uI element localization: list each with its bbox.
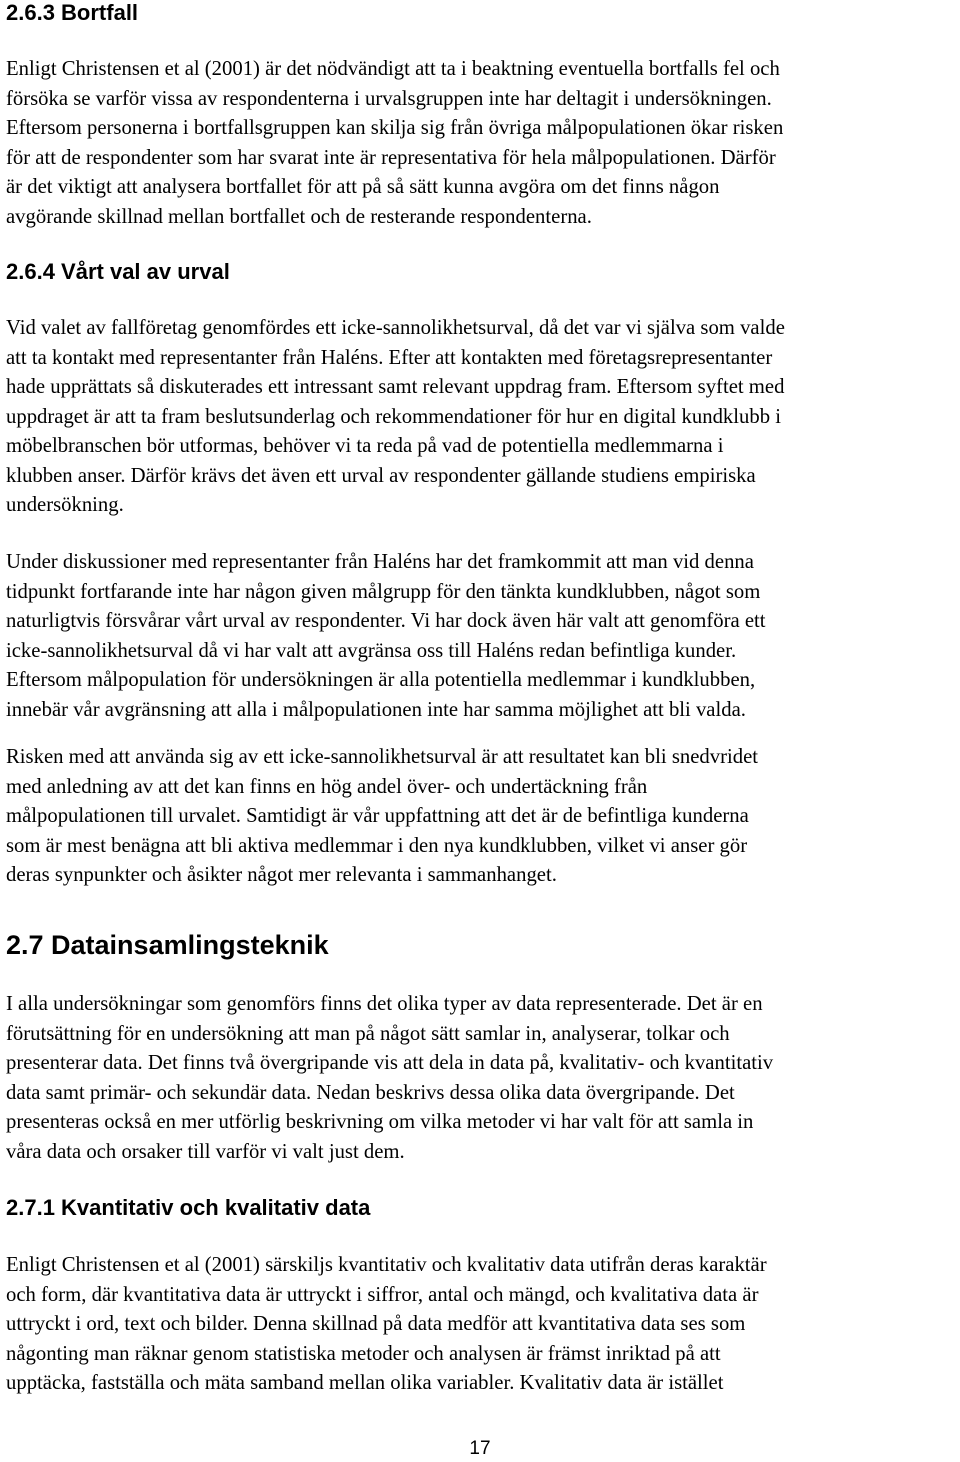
paragraph-kvantitativ-kvalitativ [6, 1251, 954, 1399]
text-line: med anledning av att det kan finns en hög andel över- och undertäckning från [6, 775, 648, 798]
heading-2-7: 2.7 Datainsamlingsteknik [6, 930, 329, 960]
paragraph-val-av-urval-3 [6, 743, 954, 891]
text-line: presenteras också en mer utförlig beskrivning om vilka metoder vi har valt för att samla in [6, 1111, 754, 1133]
page-number: 17 [469, 1438, 491, 1459]
text-line: Eftersom personerna i bortfallsgruppen kan skilja sig från övriga målpopulationen ökar risken [6, 117, 784, 139]
text-line: innebär vår avgränsning att alla i målpopulationen inte har samma möjlighet att bli valda. [6, 698, 746, 721]
text-line: icke-sannolikhetsurval då vi har valt att avgränsa oss till Haléns redan befintliga kunder. [6, 639, 737, 662]
text-line: I alla undersökningar som genomförs finns det olika typer av data representerade. Det är en [6, 993, 763, 1015]
text-line: försöka se varför vissa av respondenterna i urvalsgruppen inte har deltagit i undersökningen. [6, 87, 772, 110]
paragraph-datainsamling [6, 990, 954, 1167]
section-2-7-1 [6, 1195, 954, 1221]
text-line: Under diskussioner med representanter från Haléns har det framkommit att man vid denna [6, 551, 754, 573]
text-line: och form, där kvantitativa data är uttryckt i siffror, antal och mängd, och kvalitativa data är [6, 1283, 759, 1306]
heading-2-6-4: 2.6.4 Vårt val av urval [6, 259, 230, 284]
text-line: Enligt Christensen et al (2001) särskiljs kvantitativ och kvalitativ data utifrån deras karaktär [6, 1254, 767, 1276]
text-line: naturligtvis försvårar vårt urval av respondenter. Vi har dock även här valt att genomföra ett [6, 610, 766, 632]
paragraph [6, 743, 954, 891]
text-line: uppdraget är att ta fram beslutsunderlag och rekommendationer för hur en digital kundklubb i [6, 405, 781, 428]
text-line: Vid valet av fallföretag genomfördes ett icke-sannolikhetsurval, då det var vi själva som valde [6, 317, 785, 339]
text-line: hade upprättats så diskuterades ett intressant samt relevant uppdrag fram. Eftersom syftet med [6, 376, 785, 398]
text-line: data samt primär- och sekundär data. Nedan beskrivs dessa olika data övergripande. Det [6, 1081, 735, 1104]
paragraph [6, 548, 954, 725]
text-line: presenterar data. Det finns två övergripande vis att dela in data på, kvalitativ- och kvantitativ [6, 1052, 774, 1074]
text-line: Eftersom målpopulation för undersökningen är alla potentiella medlemmar i kundklubben, [6, 669, 756, 691]
text-line: upptäcka, fastställa och mäta samband mellan olika variabler. Kvalitativ data är istället [6, 1372, 724, 1394]
text-line: som är mest benägna att bli aktiva medlemmar i den nya kundklubben, vilket vi anser gör [6, 834, 748, 857]
paragraph-bortfall [6, 55, 954, 232]
paragraph [6, 314, 954, 521]
text-line: för att de respondenter som har svarat inte är representativa för hela målpopulationen. Därför [6, 146, 776, 169]
paragraph [6, 55, 954, 232]
text-line: deras synpunkter och åsikter något mer relevanta i sammanhanget. [6, 864, 557, 886]
heading-2-6-3: 2.6.3 Bortfall [6, 0, 139, 25]
text-line: undersökning. [6, 494, 124, 516]
section-2-6-4 [6, 259, 954, 285]
text-line: att ta kontakt med representanter från Haléns. Efter att kontakten med företagsrepresentanter [6, 346, 773, 369]
text-line: är det viktigt att analysera bortfallet för att på så sätt kunna avgöra om det finns någon [6, 176, 720, 198]
heading-2-7-1: 2.7.1 Kvantitativ och kvalitativ data [6, 1195, 371, 1220]
text-line: målpopulationen till urvalet. Samtidigt är vår uppfattning att det är de befintliga kunderna [6, 805, 749, 827]
text-line: tidpunkt fortfarande inte har någon given målgrupp för den tänkta kundklubben, något som [6, 580, 761, 603]
text-line: klubben anser. Därför krävs det även ett urval av respondenter gällande studiens empiriska [6, 464, 756, 487]
text-line: uttryckt i ord, text och bilder. Denna skillnad på data medför att kvantitativa data ses som [6, 1313, 746, 1335]
text-line: avgörande skillnad mellan bortfallet och de resterande respondenterna. [6, 205, 592, 228]
text-line: förutsättning för en undersökning att man på något sätt samlar in, analyserar, tolkar och [6, 1022, 730, 1045]
section-2-7 [6, 930, 954, 960]
paragraph-val-av-urval-2 [6, 548, 954, 725]
text-line: Risken med att använda sig av ett icke-sannolikhetsurval är att resultatet kan bli snedvridet [6, 746, 758, 768]
section-2-6-3 [6, 0, 954, 26]
text-line: möbelbranschen bör utformas, behöver vi ta reda på vad de potentiella medlemmarna i [6, 435, 724, 457]
paragraph-val-av-urval-1 [6, 314, 954, 521]
text-line: våra data och orsaker till varför vi valt just dem. [6, 1140, 405, 1163]
text-line: Enligt Christensen et al (2001) är det nödvändigt att ta i beaktning eventuella bortfalls fel och [6, 58, 780, 80]
text-line: någonting man räknar genom statistiska metoder och analysen är främst inriktad på att [6, 1342, 721, 1365]
paragraph [6, 990, 954, 1167]
paragraph [6, 1251, 954, 1399]
